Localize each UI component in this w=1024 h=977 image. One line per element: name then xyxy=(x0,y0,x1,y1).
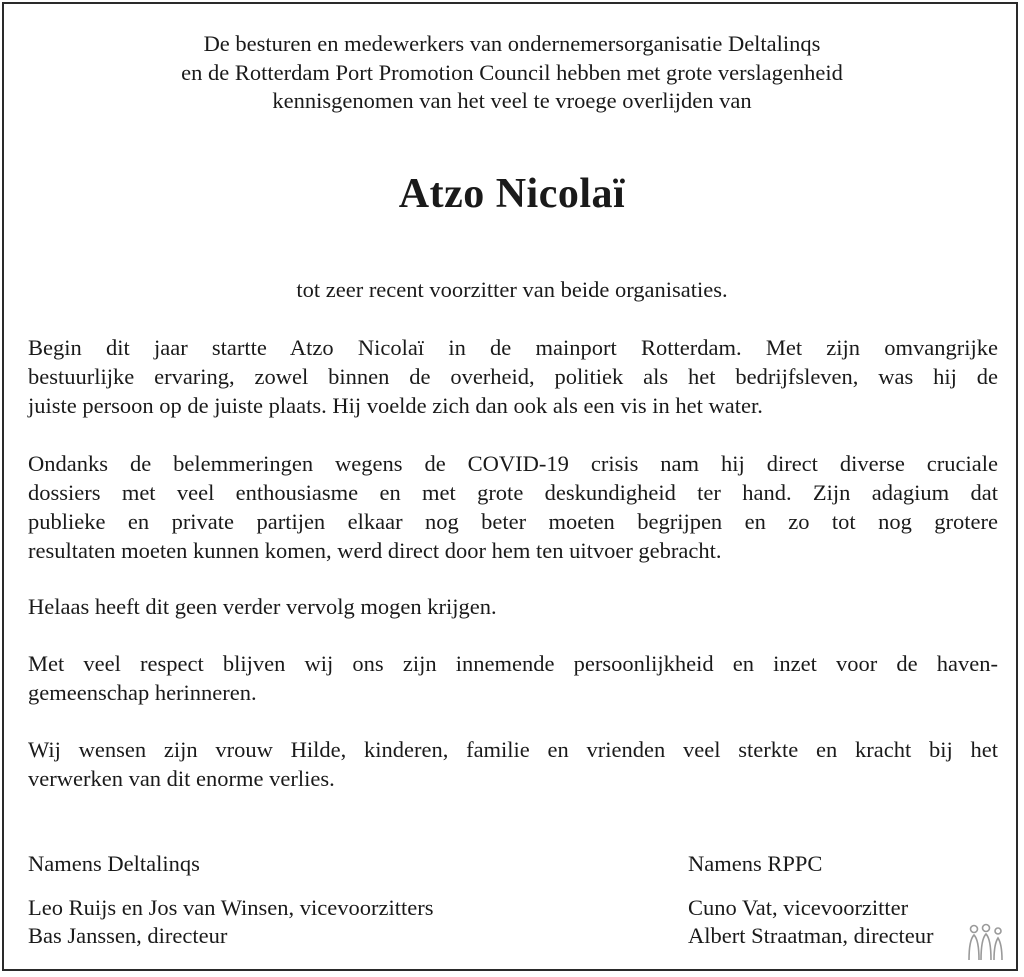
paragraph-line: gemeenschap herinneren. xyxy=(28,680,257,705)
family-figures-icon xyxy=(964,920,1008,964)
paragraph-line: Helaas heeft dit geen verder vervolg mogen krijgen. xyxy=(28,594,497,619)
deceased-name: Atzo Nicolaï xyxy=(398,171,626,217)
paragraph-respect xyxy=(28,649,998,707)
intro-line: De besturen en medewerkers van ondernemersorganisatie Deltalinqs xyxy=(203,31,821,56)
paragraph-condolences xyxy=(28,735,998,793)
signature-heading-deltalinqs: Namens Deltalinqs xyxy=(28,851,200,876)
paragraph-covid xyxy=(28,449,998,565)
signature-line: Leo Ruijs en Jos van Winsen, vicevoorzitters xyxy=(28,895,434,920)
paragraph-line: juiste persoon op de juiste plaats. Hij voelde zich dan ook als een vis in het water. xyxy=(28,393,763,418)
intro-text xyxy=(0,30,1024,116)
paragraph-line: dossiers met veel enthousiasme en met grote deskundigheid ter hand. Zijn adagium dat xyxy=(28,480,998,505)
paragraph-line: verwerken van dit enorme verlies. xyxy=(28,766,335,791)
paragraph-helaas xyxy=(28,592,998,621)
paragraph-start xyxy=(28,333,998,420)
signature-line: Cuno Vat, vicevoorzitter xyxy=(688,895,909,920)
signature-line: Bas Janssen, directeur xyxy=(28,923,228,948)
paragraph-line: Ondanks de belemmeringen wegens de COVID-19 crisis nam hij direct diverse cruciale xyxy=(28,451,998,476)
signature-heading-rppc: Namens RPPC xyxy=(688,851,823,876)
intro-line: en de Rotterdam Port Promotion Council hebben met grote verslagenheid xyxy=(181,59,843,85)
paragraph-line: Begin dit jaar startte Atzo Nicolaï in de mainport Rotterdam. Met zijn omvangrijke xyxy=(28,335,998,360)
paragraph-line: resultaten moeten kunnen komen, werd direct door hem ten uitvoer gebracht. xyxy=(28,538,722,563)
paragraph-line: bestuurlijke ervaring, zowel binnen de overheid, politiek als het bedrijfsleven, was hij de xyxy=(28,364,998,389)
paragraph-line: publieke en private partijen elkaar nog beter moeten begrijpen en zo tot nog grotere xyxy=(28,509,998,534)
signature-line: Albert Straatman, directeur xyxy=(688,923,934,948)
paragraph-line: Met veel respect blijven wij ons zijn innemende persoonlijkheid en inzet voor de haven- xyxy=(28,651,998,676)
subtitle: tot zeer recent voorzitter van beide organisaties. xyxy=(296,277,728,302)
intro-line: kennisgenomen van het veel te vroege overlijden van xyxy=(272,88,752,113)
paragraph-line: Wij wensen zijn vrouw Hilde, kinderen, familie en vrienden veel sterkte en kracht bij het xyxy=(28,737,998,762)
